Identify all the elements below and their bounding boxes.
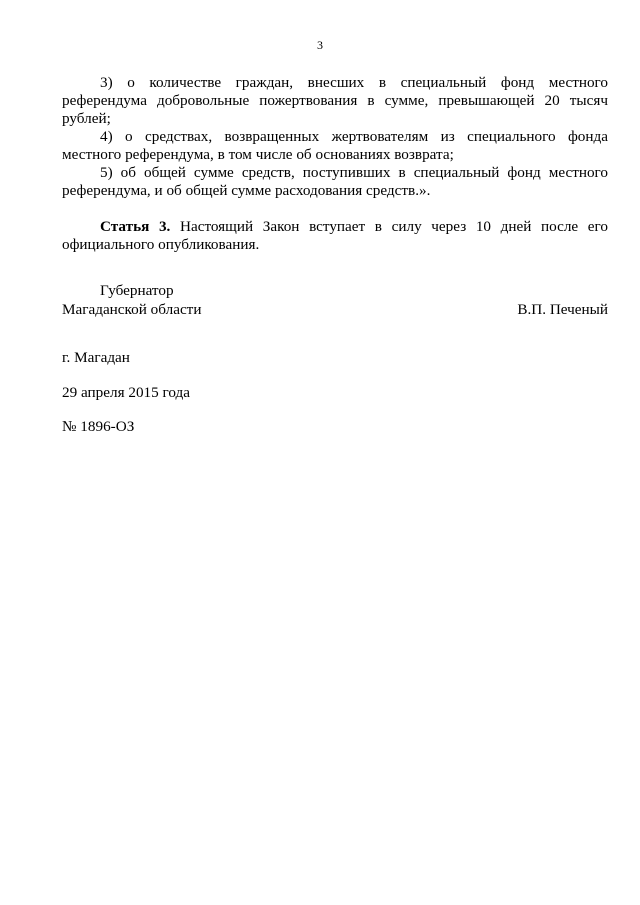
document-body <box>62 74 608 254</box>
article-label: Статья 3. <box>100 218 171 235</box>
law-number: № 1896-ОЗ <box>62 418 135 435</box>
list-item-5: 5) об общей сумме средств, поступивших в специальный фонд местного референдума, и об общей сумме расходования средств.». <box>62 164 608 199</box>
signature-title-line1: Губернатор <box>100 282 174 299</box>
article-text: Настоящий Закон вступает в силу через 10 дней после его официального опубликования. <box>62 218 608 253</box>
signature-title-line2: Магаданской области <box>62 301 202 318</box>
place-of-signing: г. Магадан <box>62 349 130 366</box>
list-item-3: 3) о количестве граждан, внесших в специальный фонд местного референдума добровольные пожертвования в сумме, превышающей 20 тысяч рублей; <box>62 74 608 127</box>
signatory-name: В.П. Печеный <box>517 301 608 318</box>
article-3 <box>62 218 608 254</box>
signature-block <box>62 281 608 319</box>
page-number: 3 <box>317 38 323 52</box>
signing-date: 29 апреля 2015 года <box>62 384 190 401</box>
list-item-4: 4) о средствах, возвращенных жертвователям из специального фонда местного референдума, в том числе об основаниях возврата; <box>62 128 608 163</box>
